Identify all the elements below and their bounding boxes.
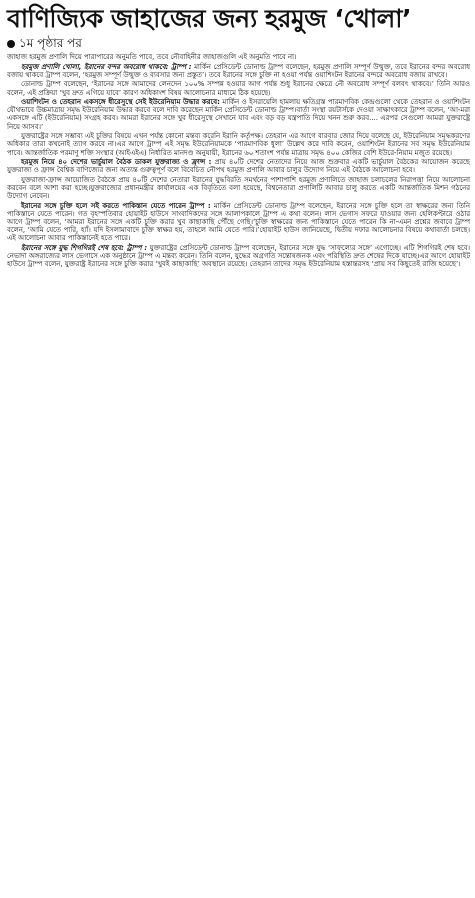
paragraph-5 bbox=[7, 132, 470, 156]
paragraph-9 bbox=[7, 244, 470, 268]
subhead-2: হরমুজ প্রণালি খোলা, ইরানের বন্দর অবরোধ থাকবে: ট্রাম্প : bbox=[21, 62, 192, 71]
paragraph-8-text: মার্কিন প্রেসিডেন্ট ডোনাল্ড ট্রাম্প বলেছেন, ইরানের সঙ্গে চুক্তি হলে তা স্বাক্ষরের জন্য তিনি পাকিস্তানে যেতে পারেন। গত বৃহস্পতিবার হোয়াইট হাউসে সাংবাদিকদের সঙ্গে আলাপকালে ট্রাম্প এ কথা বলেন। লাস ভেগাস সফরে যাওয়ার জন্য হেলিকপ্টারে ওঠার আগে ট্রাম্প বলেন, ‘আমরা ইরানের সঙ্গে একটি চুক্তি করার খুব কাছাকাছি পৌঁছে গেছি।’চুক্তি স্বাক্ষরের জন্য পাকিস্তানে যেতে পারেন কি না-এমন প্রশ্নের জবাবে ট্রাম্প বলেন, ‘আমি যেতে পারি, হ্যাঁ। যদি ইসলামাবাদে চুক্তি স্বাক্ষর হয়, তাহলে আমি যেতে পারি।’হোয়াইট হাউস জানিয়েছে, দ্বিতীয় দফার আলোচনার বিষয়ে কথাবার্তা চলছে। এই আলোচনা আবার পাকিস্তানেই হতে পারে। bbox=[7, 201, 470, 243]
paragraph-9-text: যুক্তরাষ্ট্রের প্রেসিডেন্ট ডোনাল্ড ট্রাম্প বলেছেন, ইরানের সঙ্গে যুদ্ধ ‘সাফল্যের সঙ্গে’ এগোচ্ছে। এটি শিগগিরই শেষ হবে। নেভাদা অঙ্গরাজ্যের লাস ভেগাসে এক অনুষ্ঠানে ট্রাম্প এ মন্তব্য করেন। তিনি বলেন, যুদ্ধের অগ্রগতি সন্তোষজনক এবং পরিস্থিতি দ্রুত শেষের দিকে যাচ্ছে।এর আগে হোয়াইট হাউসে ট্রাম্প বলেন, যুক্তরাষ্ট্র ইরানের সঙ্গে চুক্তি করার ‘খুবই কাছাকাছি’ অবস্থানে রয়েছে। তেহরান তাদের সমৃদ্ধ ইউরেনিয়াম হস্তান্তরসহ ‘প্রায় সব কিছুতেই রাজি হয়েছে’। bbox=[7, 244, 471, 269]
paragraph-6 bbox=[7, 158, 470, 174]
subhead-9: ইরানের সঙ্গে যুদ্ধ শিগগিরই শেষ হবে: ট্রাম্প : bbox=[21, 244, 148, 253]
paragraph-5-text: যুক্তরাষ্ট্রের সঙ্গে সম্ভাব্য এই চুক্তির বিষয়ে এখন পর্যন্ত কোনো মন্তব্য করেনি ইরানি কর্তৃপক্ষ। তেহরান এর আগে বারবার জোর দিয়ে বলেছে যে, ইউরেনিয়াম সমৃদ্ধকরণের অধিকার তারা কখনোই ত্যাগ করবে না।এর আগে ট্রাম্প এই সমৃদ্ধ ইউরেনিয়ামকে ‘পারমাণবিক ধুলা’ উল্লেখ করে দাবি করেন, ওয়াশিংটন ইরানের সব সমৃদ্ধ ইউরেনিয়াম পাবে। আন্তর্জাতিক পরমাণু শক্তি সংস্থার (আইএইএ) নির্ধারিত মানদণ্ড অনুযায়ী, ইরানের ৬০ শতাংশ পর্যন্ত মাত্রায় সমৃদ্ধ ৪০০ কেজির বেশি ইউরে-নিয়াম মজুত রয়েছে। bbox=[7, 132, 470, 157]
continued-from-label bbox=[7, 36, 470, 51]
paragraph-4 bbox=[7, 98, 470, 131]
paragraph-1 bbox=[7, 53, 470, 61]
continued-text: ১ম পৃষ্ঠার পর bbox=[19, 36, 82, 50]
bullet-icon bbox=[7, 40, 15, 48]
paragraph-2-text: মার্কিন প্রেসিডেন্ট ডোনাল্ড ট্রাম্প বলেছেন, হরমুজ প্রণালি সম্পূর্ণ উন্মুক্ত, তবে ইরানের বন্দর অবরোধ বজায় থাকবে ট্রাম্প বলেন, ‘হরমুজ সম্পূর্ণ উন্মুক্ত ও ব্যবসার জন্য প্রস্তুত’। তবে ইরানের সঙ্গে চুক্তি না হওয়া পর্যন্ত ওয়াশিংটন ইরানের বন্দরে অবরোধ বজায় রাখবে। bbox=[7, 62, 470, 79]
subhead-4: ওয়াশিংটন ও তেহরান একসঙ্গে ধীরেসুস্থে সেই ইউরেনিয়াম উদ্ধার করবে: bbox=[21, 98, 220, 107]
paragraph-8 bbox=[7, 202, 470, 243]
paragraph-7 bbox=[7, 176, 470, 200]
paragraph-1-text: জাহাজ হরমুজ প্রণালি দিয়ে পারাপারের অনুমতি পাবে, তবে নৌবাহিনীর জাহাজগুলি এই অনুমতি পাবে না। bbox=[7, 53, 297, 61]
subhead-6: হরমুজ নিয়ে ৪০ দেশের ভার্চুয়াল বৈঠক ডাকল যুক্তরাজ্য ও ফ্রান্স : bbox=[21, 158, 212, 167]
paragraph-2 bbox=[7, 63, 470, 79]
paragraph-3-text: ডোনাল্ড ট্রাম্প বলেছেন, ‘ইরানের সঙ্গে আমাদের লেনদেন ১০০% সম্পন্ন হওয়ার আগ পর্যন্ত শুধু ইরানের ক্ষেত্রে নৌ অবরোধ সম্পূর্ণ বলবৎ থাকবে।’ তিনি আরও বলেন, এই প্রক্রিয়া ‘খুব দ্রুত এগিয়ে যাবে’ কারণ অধিকাংশ বিষয় আলোচনার মাধ্যমে ঠিক হয়েছে। bbox=[7, 80, 470, 97]
paragraph-3 bbox=[7, 80, 470, 96]
paragraph-4-text: মার্কিন ও ইসরায়েলি হামলায় ক্ষতিগ্রস্ত পারমাণবিক কেন্দ্রগুলো থেকে তেহরান ও ওয়াশিংটন যৌথভাবে উচ্চমাত্রায় সমৃদ্ধ ইউরেনিয়াম উদ্ধার করবে বলে দাবি করেছেন মার্কিন প্রেসিডেন্ট ডোনাল্ড ট্রাম্প।বার্তা সংস্থা রয়টার্সকে দেওয়া সাক্ষাৎকারে ট্রাম্প বলেন, ‘আ-মরা একসঙ্গে এটি (ইউরেনিয়াম) সংগ্রহ করব। আমরা ইরানের সঙ্গে খুব ধীরেসুস্থে সেখানে যাব এবং বড় বড় যন্ত্রপাতি দিয়ে খনন শুরু করব.... এরপর সেগুলো আমরা যুক্তরাষ্ট্রে নিয়ে আসব।’ bbox=[7, 98, 470, 131]
subhead-8: ইরানের সঙ্গে চুক্তি হলে সই করতে পাকিস্তান যেতে পারেন ট্রাম্প : bbox=[21, 201, 211, 210]
paragraph-6-text: প্রায় ৪০টি দেশের নেতাদের নিয়ে আজ শুক্রবার একটি ভার্চুয়াল বৈঠকের আয়োজন করেছে যুক্তরাজ্য ও ফ্রান্স বৈশ্বিক বাণিজ্যের জন্য অত্যন্ত গুরুত্বপূর্ণ বলে বিবেচিত নৌপথ হরমুজ প্রণালি আবার চালুর উদ্যোগ নিয়ে এই বৈঠকে আলোচনা হবে। bbox=[7, 158, 470, 175]
paragraph-7-text: যুক্তরাজ্য-ফ্রান্স আয়োজিত বৈঠকে প্রায় ৪০টি দেশের নেতারা ইরানের যুদ্ধবিরতি সমর্থনের পাশাপাশি হরমুজ প্রণালিতে জাহাজ চলাচলের নিরাপত্তা নিয়ে আলোচনা করবেন বলে আশা করা হচ্ছে।যুক্তরাজ্যের প্রধানমন্ত্রীর কার্যালয়ের এক বিবৃতিতে বলা হয়েছে, বিশ্বনেতারা প্রণালিটি আবার চালু করতে একটি আন্তর্জাতিক মিশন গঠনের উদ্যোগ নেবেন। bbox=[7, 175, 470, 201]
headline: বাণিজ্যিক জাহাজের জন্য হরমুজ ‘খোলা’ bbox=[7, 4, 412, 33]
